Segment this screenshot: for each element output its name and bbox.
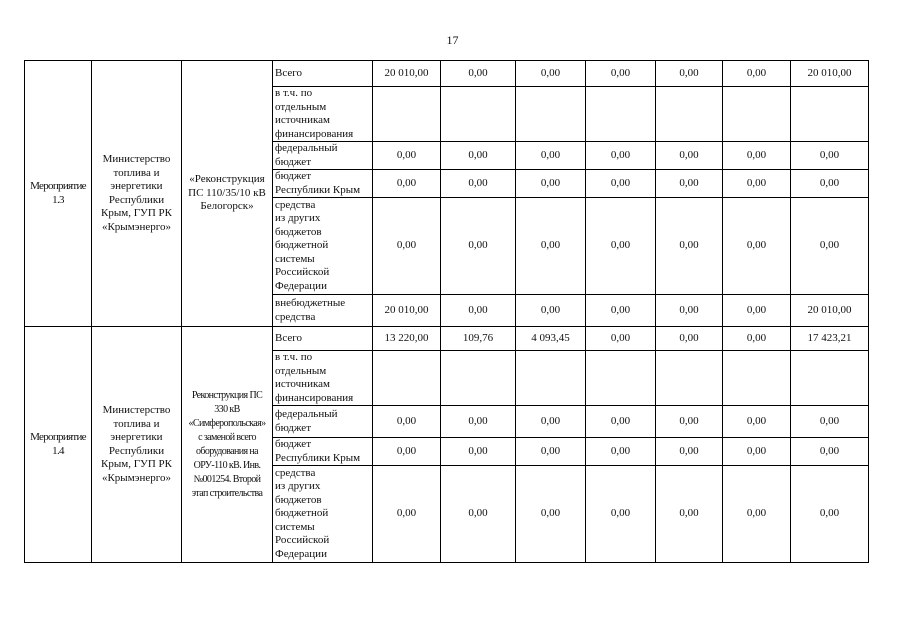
value-cell: 0,00 bbox=[656, 170, 723, 198]
value-cell-empty bbox=[516, 351, 586, 406]
funding-source-label: федеральный бюджет bbox=[273, 142, 373, 170]
funding-source-label: средства из других бюджетов бюджетной системы Российской Федерации bbox=[273, 466, 373, 563]
funding-source-label: средства из других бюджетов бюджетной системы Российской Федерации bbox=[273, 198, 373, 295]
table-row bbox=[25, 61, 869, 87]
value-cell: 0,00 bbox=[586, 327, 656, 351]
value-cell: 0,00 bbox=[516, 61, 586, 87]
funding-source-label: бюджет Республики Крым bbox=[273, 438, 373, 466]
value-total-cell: 0,00 bbox=[791, 438, 869, 466]
value-cell-empty bbox=[373, 351, 441, 406]
value-cell-empty bbox=[441, 87, 516, 142]
value-cell: 0,00 bbox=[656, 438, 723, 466]
value-total-cell: 0,00 bbox=[791, 406, 869, 438]
value-cell: 0,00 bbox=[656, 295, 723, 327]
funding-source-label: бюджет Республики Крым bbox=[273, 170, 373, 198]
value-cell: 0,00 bbox=[723, 61, 791, 87]
value-cell: 109,76 bbox=[441, 327, 516, 351]
funding-table bbox=[24, 60, 869, 563]
value-cell: 0,00 bbox=[516, 142, 586, 170]
value-cell: 0,00 bbox=[441, 170, 516, 198]
value-cell: 0,00 bbox=[586, 438, 656, 466]
value-cell: 0,00 bbox=[723, 142, 791, 170]
value-cell: 0,00 bbox=[516, 406, 586, 438]
value-cell: 0,00 bbox=[656, 406, 723, 438]
value-cell: 0,00 bbox=[441, 438, 516, 466]
funding-source-label: внебюджетные средства bbox=[273, 295, 373, 327]
value-cell: 13 220,00 bbox=[373, 327, 441, 351]
value-cell: 0,00 bbox=[516, 198, 586, 295]
value-cell-empty bbox=[373, 87, 441, 142]
value-cell-empty bbox=[516, 87, 586, 142]
value-cell: 0,00 bbox=[586, 406, 656, 438]
value-cell: 0,00 bbox=[373, 170, 441, 198]
value-cell-empty bbox=[791, 351, 869, 406]
executor-cell: Министерство топлива и энергетики Республики Крым, ГУП РК «Крымэнерго» bbox=[92, 327, 182, 563]
value-cell: 0,00 bbox=[586, 466, 656, 563]
value-cell: 0,00 bbox=[516, 466, 586, 563]
value-cell: 0,00 bbox=[441, 61, 516, 87]
value-cell: 0,00 bbox=[723, 327, 791, 351]
funding-source-label: федеральный бюджет bbox=[273, 406, 373, 438]
value-total-cell: 0,00 bbox=[791, 466, 869, 563]
value-total-cell: 0,00 bbox=[791, 142, 869, 170]
value-cell: 0,00 bbox=[656, 142, 723, 170]
value-cell: 0,00 bbox=[441, 466, 516, 563]
value-cell: 20 010,00 bbox=[373, 61, 441, 87]
value-cell: 0,00 bbox=[373, 198, 441, 295]
value-cell: 0,00 bbox=[723, 466, 791, 563]
value-cell: 0,00 bbox=[656, 466, 723, 563]
value-cell: 20 010,00 bbox=[373, 295, 441, 327]
object-cell: «Реконструкция ПС 110/35/10 кВ Белогорск» bbox=[182, 61, 273, 327]
value-cell: 0,00 bbox=[373, 438, 441, 466]
value-cell-empty bbox=[441, 351, 516, 406]
value-cell: 0,00 bbox=[441, 406, 516, 438]
value-cell-empty bbox=[723, 87, 791, 142]
value-cell-empty bbox=[586, 87, 656, 142]
value-cell: 0,00 bbox=[441, 295, 516, 327]
value-cell-empty bbox=[656, 351, 723, 406]
funding-source-label: Всего bbox=[273, 327, 373, 351]
value-cell: 0,00 bbox=[586, 142, 656, 170]
value-cell: 0,00 bbox=[373, 406, 441, 438]
event-name-cell: Мероприятие 1.3 bbox=[25, 61, 92, 327]
value-cell: 4 093,45 bbox=[516, 327, 586, 351]
object-cell: Реконструкция ПС 330 кВ «Симферопольская» с заменой всего оборудования на ОРУ-110 кВ. Инв. №001254. Второй этап строительства bbox=[182, 327, 273, 563]
value-cell: 0,00 bbox=[516, 295, 586, 327]
value-cell: 0,00 bbox=[723, 295, 791, 327]
value-cell: 0,00 bbox=[586, 295, 656, 327]
value-cell: 0,00 bbox=[516, 170, 586, 198]
value-total-cell: 20 010,00 bbox=[791, 295, 869, 327]
value-cell-empty bbox=[723, 351, 791, 406]
executor-cell: Министерство топлива и энергетики Республики Крым, ГУП РК «Крымэнерго» bbox=[92, 61, 182, 327]
value-total-cell: 17 423,21 bbox=[791, 327, 869, 351]
page-number: 17 bbox=[446, 33, 459, 47]
value-cell: 0,00 bbox=[723, 170, 791, 198]
value-cell-empty bbox=[656, 87, 723, 142]
funding-source-label: в т.ч. по отдельным источникам финансирования bbox=[273, 87, 373, 142]
value-cell: 0,00 bbox=[723, 198, 791, 295]
value-cell: 0,00 bbox=[723, 406, 791, 438]
value-cell: 0,00 bbox=[723, 438, 791, 466]
value-cell: 0,00 bbox=[373, 466, 441, 563]
value-total-cell: 0,00 bbox=[791, 198, 869, 295]
value-total-cell: 20 010,00 bbox=[791, 61, 869, 87]
value-cell: 0,00 bbox=[441, 142, 516, 170]
value-cell-empty bbox=[791, 87, 869, 142]
event-name-cell: Мероприятие 1.4 bbox=[25, 327, 92, 563]
value-total-cell: 0,00 bbox=[791, 170, 869, 198]
funding-source-label: в т.ч. по отдельным источникам финансирования bbox=[273, 351, 373, 406]
value-cell: 0,00 bbox=[656, 327, 723, 351]
table-row bbox=[25, 327, 869, 351]
value-cell: 0,00 bbox=[586, 170, 656, 198]
funding-source-label: Всего bbox=[273, 61, 373, 87]
value-cell: 0,00 bbox=[656, 61, 723, 87]
value-cell: 0,00 bbox=[516, 438, 586, 466]
value-cell: 0,00 bbox=[586, 198, 656, 295]
value-cell: 0,00 bbox=[656, 198, 723, 295]
value-cell: 0,00 bbox=[586, 61, 656, 87]
value-cell: 0,00 bbox=[373, 142, 441, 170]
value-cell: 0,00 bbox=[441, 198, 516, 295]
value-cell-empty bbox=[586, 351, 656, 406]
